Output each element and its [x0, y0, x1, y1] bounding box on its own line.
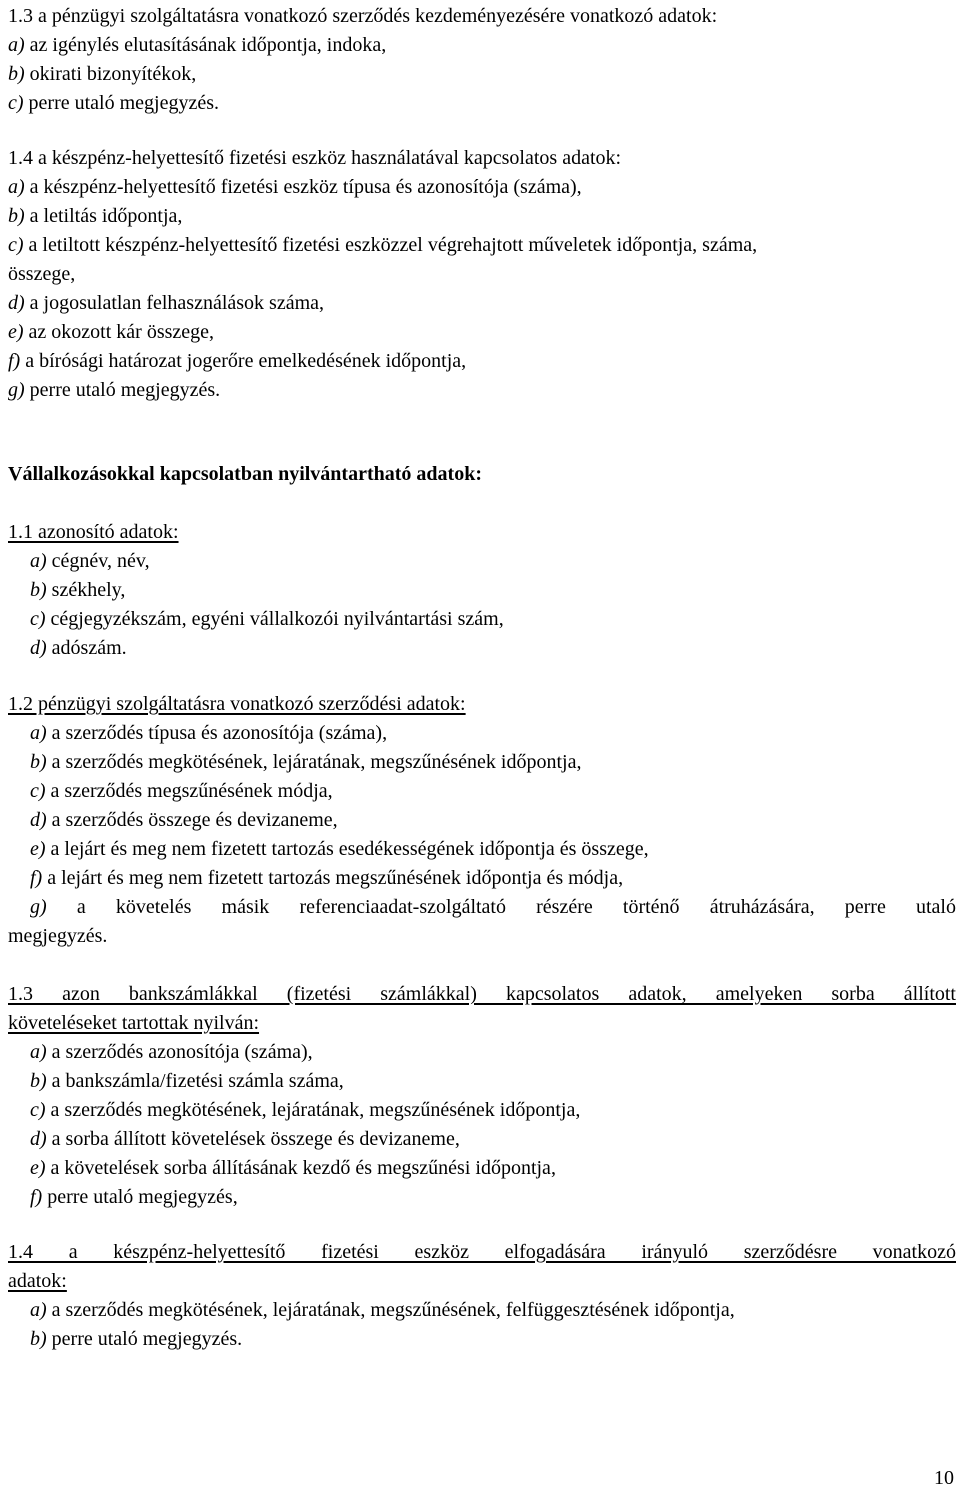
item-text: a jogosulatlan felhasználások száma, [24, 292, 325, 314]
item-prefix: a) [30, 722, 47, 744]
item-text: az igénylés elutasításának időpontja, indoka, [24, 34, 387, 56]
item-prefix: a) [30, 1299, 47, 1321]
list-item [8, 33, 956, 57]
item-prefix: b) [8, 205, 25, 227]
list-item [30, 1069, 956, 1093]
item-prefix: d) [30, 637, 47, 659]
section-heading: 1.3 azon bankszámlákkal (fizetési számlákkal) kapcsolatos adatok, amelyeken sorba állított [8, 983, 956, 1005]
item-text: a követelés másik referenciaadat-szolgáltató részére történő átruházására, perre utaló [46, 896, 956, 918]
item-prefix: d) [30, 809, 47, 831]
list-item [30, 607, 956, 631]
list-item [30, 837, 956, 861]
item-prefix: c) [30, 1099, 46, 1121]
item-prefix: e) [8, 321, 24, 343]
item-text: a szerződés megkötésének, lejáratának, megszűnésének, felfüggesztésének időpontja, [46, 1299, 735, 1321]
item-text: a letiltott készpénz-helyettesítő fizetési eszközzel végrehajtott műveletek időpontja, száma, [23, 234, 758, 256]
page-title: Vállalkozásokkal kapcsolatban nyilvántartható adatok: [8, 463, 482, 485]
section-heading: 1.1 azonosító adatok: [8, 521, 179, 543]
item-text: a szerződés megszűnésének módja, [45, 780, 333, 802]
item-prefix: b) [30, 751, 47, 773]
item-prefix: b) [30, 579, 47, 601]
item-prefix: c) [8, 234, 24, 256]
item-text: perre utaló megjegyzés. [46, 1328, 243, 1350]
item-prefix: f) [30, 1186, 43, 1208]
item-text: perre utaló megjegyzés. [23, 92, 220, 114]
item-prefix: g) [8, 379, 25, 401]
item-text: a letiltás időpontja, [24, 205, 183, 227]
list-item [8, 62, 956, 86]
item-prefix: e) [30, 838, 46, 860]
item-text: székhely, [46, 579, 126, 601]
item-prefix: c) [8, 92, 24, 114]
item-text: a lejárt és meg nem fizetett tartozás esedékességének időpontja és összege, [45, 838, 649, 860]
list-item [30, 1040, 956, 1064]
list-item [30, 1156, 956, 1180]
section-heading-continuation: követeléseket tartottak nyilván: [8, 1012, 260, 1034]
list-item-continuation: megjegyzés. [8, 925, 108, 947]
item-text: a sorba állított követelések összege és devizaneme, [46, 1128, 460, 1150]
section-heading: 1.3 a pénzügyi szolgáltatásra vonatkozó szerződés kezdeményezésére vonatkozó adatok: [8, 5, 718, 27]
list-item [30, 549, 956, 573]
list-item [30, 750, 956, 774]
list-item [30, 808, 956, 832]
list-item [8, 175, 956, 199]
item-text: a szerződés típusa és azonosítója (száma), [46, 722, 388, 744]
list-item [30, 636, 956, 660]
section-heading: 1.4 a készpénz-helyettesítő fizetési eszköz használatával kapcsolatos adatok: [8, 147, 622, 169]
list-item [30, 1327, 956, 1351]
item-text: adószám. [46, 637, 127, 659]
section-heading-continuation: adatok: [8, 1270, 67, 1292]
item-text: cégnév, név, [46, 550, 150, 572]
section-heading: 1.4 a készpénz-helyettesítő fizetési eszköz elfogadására irányuló szerződésre vonatkozó [8, 1241, 956, 1263]
item-prefix: a) [30, 1041, 47, 1063]
item-prefix: f) [30, 867, 43, 889]
list-item [30, 721, 956, 745]
list-item [30, 1298, 956, 1322]
item-text: a lejárt és meg nem fizetett tartozás megszűnésének időpontja és módja, [42, 867, 624, 889]
item-text: a szerződés összege és devizaneme, [46, 809, 338, 831]
list-item-continuation: összege, [8, 263, 76, 285]
item-text: perre utaló megjegyzés. [24, 379, 221, 401]
item-prefix: f) [8, 350, 21, 372]
item-text: a bankszámla/fizetési számla száma, [46, 1070, 344, 1092]
item-prefix: a) [30, 550, 47, 572]
item-text: a készpénz-helyettesítő fizetési eszköz típusa és azonosítója (száma), [24, 176, 582, 198]
list-item [30, 1127, 956, 1151]
item-prefix: a) [8, 34, 25, 56]
list-item [8, 91, 956, 115]
list-item [8, 320, 956, 344]
list-item [8, 204, 956, 228]
item-text: a követelések sorba állításának kezdő és megszűnési időpontja, [45, 1157, 556, 1179]
item-prefix: g) [30, 896, 47, 918]
item-text: az okozott kár összege, [23, 321, 215, 343]
item-prefix: c) [30, 780, 46, 802]
item-text: a szerződés megkötésének, lejáratának, megszűnésének időpontja, [46, 751, 582, 773]
list-item [30, 895, 956, 919]
list-item [30, 1185, 956, 1209]
item-prefix: b) [30, 1070, 47, 1092]
list-item [8, 291, 956, 315]
item-prefix: e) [30, 1157, 46, 1179]
item-prefix: d) [8, 292, 25, 314]
item-prefix: b) [8, 63, 25, 85]
page-number: 10 [934, 1467, 954, 1489]
list-item [30, 578, 956, 602]
item-prefix: c) [30, 608, 46, 630]
list-item [8, 233, 956, 257]
list-item [8, 378, 956, 402]
list-item [8, 349, 956, 373]
list-item [30, 1098, 956, 1122]
item-text: perre utaló megjegyzés, [42, 1186, 238, 1208]
list-item [30, 779, 956, 803]
item-text: okirati bizonyítékok, [24, 63, 197, 85]
item-text: cégjegyzékszám, egyéni vállalkozói nyilvántartási szám, [45, 608, 504, 630]
item-prefix: a) [8, 176, 25, 198]
item-prefix: b) [30, 1328, 47, 1350]
list-item [30, 866, 956, 890]
section-heading: 1.2 pénzügyi szolgáltatásra vonatkozó szerződési adatok: [8, 693, 466, 715]
item-text: a szerződés megkötésének, lejáratának, megszűnésének időpontja, [45, 1099, 581, 1121]
item-text: a szerződés azonosítója (száma), [46, 1041, 313, 1063]
item-prefix: d) [30, 1128, 47, 1150]
item-text: a bírósági határozat jogerőre emelkedésének időpontja, [20, 350, 467, 372]
